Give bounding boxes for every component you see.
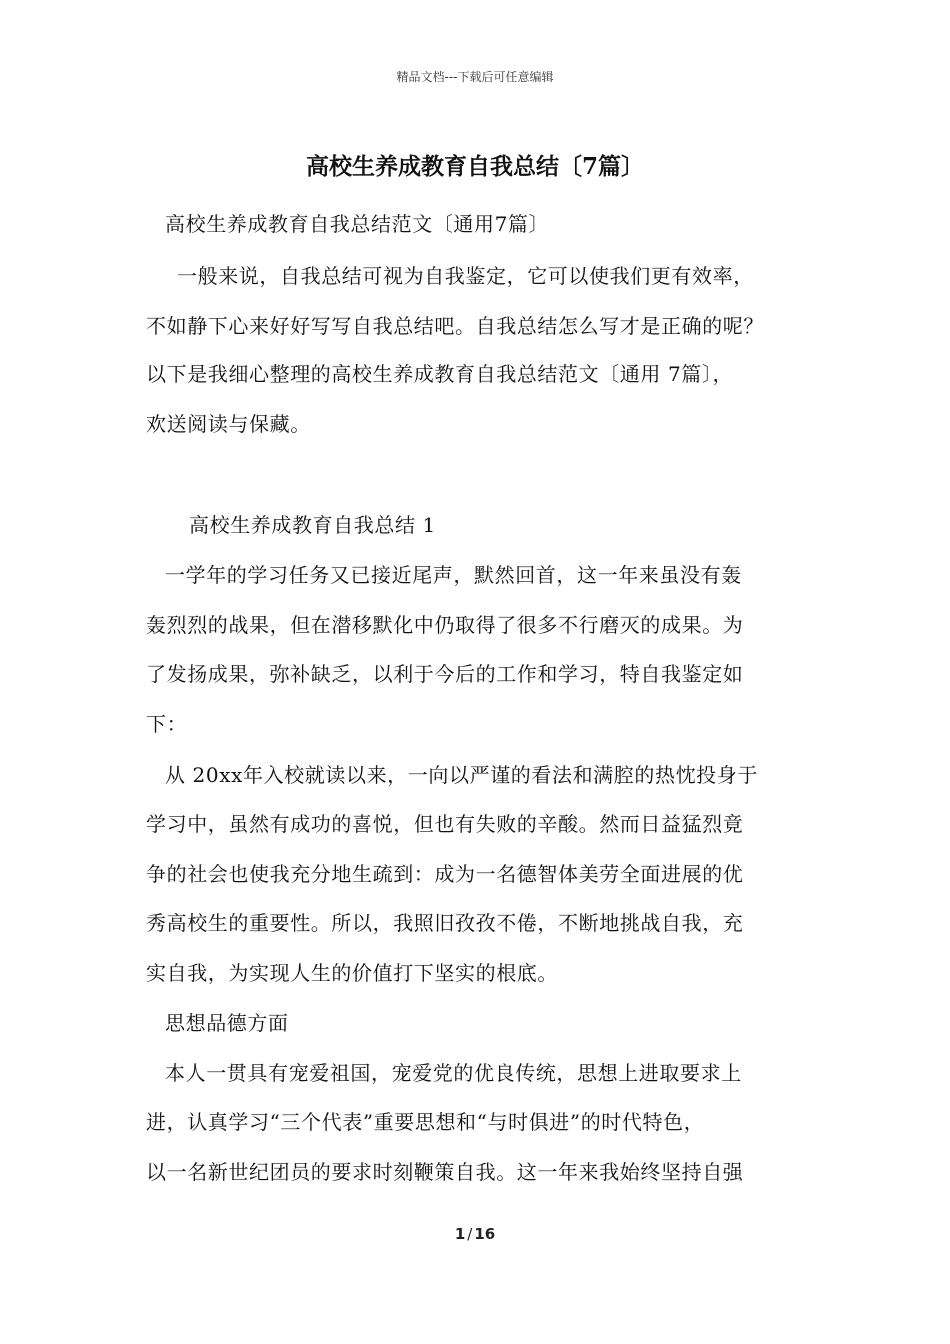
body-line: 一般来说，自我总结可视为自我鉴定，它可以使我们更有效率， bbox=[177, 264, 754, 288]
body-line: 以一名新世纪团员的要求时刻鞭策自我。这一年来我始终坚持自强 bbox=[146, 1160, 744, 1184]
body-line: 从 20xx年入校就读以来，一向以严谨的看法和满腔的热忱投身于 bbox=[165, 763, 758, 787]
body-line: 欢送阅读与保藏。 bbox=[146, 412, 311, 436]
current-page: 1 bbox=[454, 1225, 466, 1243]
body-line: 轰烈烈的战果，但在潜移默化中仍取得了很多不行磨灭的成果。为 bbox=[146, 613, 744, 637]
total-pages: 16 bbox=[474, 1225, 496, 1243]
body-line: 实自我，为实现人生的价值打下坚实的根底。 bbox=[146, 961, 558, 985]
body-line: 学习中，虽然有成功的喜悦，但也有失败的辛酸。然而日益猛烈竟 bbox=[146, 812, 744, 836]
section-heading: 高校生养成教育自我总结 1 bbox=[189, 513, 436, 537]
body-line: 进，认真学习“三个代表”重要思想和“与时俱进”的时代特色， bbox=[146, 1110, 705, 1134]
page-separator: / bbox=[467, 1225, 473, 1243]
body-line: 争的社会也使我充分地生疏到：成为一名德智体美劳全面进展的优 bbox=[146, 862, 744, 886]
subtitle-line: 高校生养成教育自我总结范文〔通用7篇〕 bbox=[165, 212, 550, 236]
body-line: 以下是我细心整理的高校生养成教育自我总结范文〔通用 7篇〕， bbox=[146, 362, 734, 386]
body-line: 下： bbox=[146, 712, 188, 736]
header-note: 精品文档---下载后可任意编辑 bbox=[396, 70, 554, 84]
body-line: 秀高校生的重要性。所以，我照旧孜孜不倦，不断地挑战自我，充 bbox=[146, 911, 744, 935]
body-line: 本人一贯具有宠爱祖国，宠爱党的优良传统，思想上进取要求上 bbox=[165, 1061, 742, 1085]
body-line: 一学年的学习任务又已接近尾声，默然回首，这一年来虽没有轰 bbox=[165, 563, 742, 587]
document-title: 高校生养成教育自我总结〔7篇〕 bbox=[305, 153, 644, 180]
section-heading: 思想品德方面 bbox=[165, 1011, 289, 1035]
body-line: 了发扬成果，弥补缺乏，以利于今后的工作和学习，特自我鉴定如 bbox=[146, 662, 744, 686]
body-line: 不如静下心来好好写写自我总结吧。自我总结怎么写才是正确的呢？ bbox=[146, 314, 764, 338]
page-number bbox=[0, 1225, 950, 1243]
